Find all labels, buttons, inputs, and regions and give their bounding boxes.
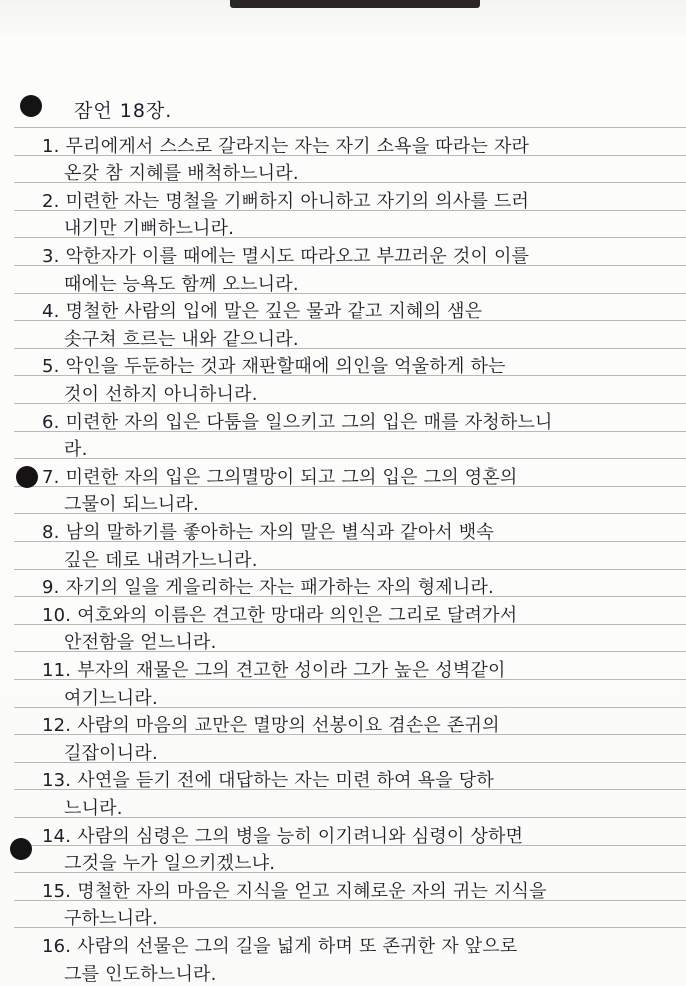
verse-first-line — [42, 877, 547, 903]
verse-text: 명철한 사람의 입에 말은 깊은 물과 같고 지혜의 샘은 — [65, 301, 483, 322]
verse-number: 14. — [42, 826, 72, 847]
verse-text: 악인을 두둔하는 것과 재판할때에 의인을 억울하게 하는 — [65, 356, 506, 377]
verse-first-line — [42, 187, 529, 213]
verse-first-line — [42, 711, 500, 737]
verse-continuation-line — [64, 904, 158, 930]
verse-number: 8. — [42, 522, 60, 543]
verse-number: 6. — [42, 412, 60, 433]
verse-number: 13. — [42, 770, 72, 791]
binder-hole-top — [20, 95, 42, 117]
verse-number: 5. — [42, 356, 60, 377]
verse-first-line — [42, 297, 482, 323]
verse-text: 미련한 자의 입은 다툼을 일으키고 그의 입은 매를 자청하느니 — [65, 412, 553, 433]
verse-first-line — [42, 132, 529, 158]
verse-continuation-line — [64, 628, 217, 654]
verse-text: 부자의 재물은 그의 견고한 성이라 그가 높은 성벽같이 — [77, 660, 506, 681]
verse-text: 것이 선하지 아니하니라. — [64, 384, 258, 405]
verse-text: 악한자가 이를 때에는 멸시도 따라오고 부끄러운 것이 이를 — [65, 246, 530, 267]
verse-number: 15. — [42, 881, 72, 902]
verse-number: 16. — [42, 936, 72, 957]
verse-text: 길잡이니라. — [64, 743, 158, 764]
verse-text: 자기의 일을 게을리하는 자는 패가하는 자의 형제니라. — [65, 577, 494, 598]
verse-text: 라. — [64, 439, 88, 460]
verse-continuation-line — [64, 380, 258, 406]
verse-first-line — [42, 932, 517, 958]
verse-text: 무리에게서 스스로 갈라지는 자는 자기 소욕을 따라는 자라 — [65, 136, 530, 157]
verse-first-line — [42, 242, 529, 268]
verse-continuation-line — [64, 490, 199, 516]
verse-text: 안전함을 얻느니라. — [64, 632, 217, 653]
verse-text: 그것을 누가 일으키겠느냐. — [64, 853, 276, 874]
verse-text: 여호와의 이름은 견고한 망대라 의인은 그리로 달려가서 — [77, 605, 518, 626]
verse-first-line — [42, 463, 517, 489]
verse-text: 명철한 자의 마음은 지식을 얻고 지혜로운 자의 귀는 지식을 — [77, 881, 547, 902]
verse-continuation-line — [64, 325, 299, 351]
verse-text: 내기만 기뻐하느니라. — [64, 218, 235, 239]
verse-continuation-line — [64, 214, 234, 240]
verse-text: 온갖 참 지혜를 배척하느니라. — [64, 163, 299, 184]
verse-first-line — [42, 408, 553, 434]
binding-strip — [230, 0, 480, 8]
verse-continuation-line — [64, 270, 299, 296]
verse-first-line — [42, 518, 494, 544]
verse-continuation-line — [64, 849, 275, 875]
verse-continuation-line — [64, 960, 217, 986]
rule-line — [14, 458, 686, 459]
verse-text: 깊은 데로 내려가느니라. — [64, 550, 258, 571]
binder-hole-bottom — [10, 838, 32, 860]
verse-text: 그를 인도하느니라. — [64, 964, 217, 985]
verse-text: 느니라. — [64, 798, 123, 819]
verse-text: 그물이 되느니라. — [64, 494, 199, 515]
verse-continuation-line — [64, 739, 158, 765]
verse-text: 구하느니라. — [64, 908, 158, 929]
verse-text: 미련한 자의 입은 그의멸망이 되고 그의 입은 그의 영혼의 — [65, 467, 518, 488]
verse-continuation-line — [64, 684, 158, 710]
verse-first-line — [42, 352, 506, 378]
verse-number: 3. — [42, 246, 60, 267]
page-title: 잠언 18장. — [74, 100, 173, 122]
verse-number: 7. — [42, 467, 60, 488]
verse-number: 10. — [42, 605, 72, 626]
verse-number: 9. — [42, 577, 60, 598]
verse-number: 4. — [42, 301, 60, 322]
verse-text: 여기느니라. — [64, 688, 158, 709]
verse-number: 12. — [42, 715, 72, 736]
verse-continuation-line — [64, 546, 258, 572]
verse-number: 2. — [42, 191, 60, 212]
verse-text: 사람의 마음의 교만은 멸망의 선봉이요 겸손은 존귀의 — [77, 715, 500, 736]
verse-first-line — [42, 822, 523, 848]
verse-first-line — [42, 573, 494, 599]
verse-number: 11. — [42, 660, 72, 681]
verse-continuation-line — [64, 159, 299, 185]
verse-text: 때에는 능욕도 함께 오느니라. — [64, 274, 299, 295]
verse-text: 사연을 듣기 전에 대답하는 자는 미련 하여 욕을 당하 — [77, 770, 494, 791]
binder-hole-middle — [16, 466, 38, 488]
verse-text: 사람의 심령은 그의 병을 능히 이기려니와 심령이 상하면 — [77, 826, 524, 847]
verse-first-line — [42, 656, 506, 682]
verse-first-line — [42, 601, 517, 627]
verse-text: 남의 말하기를 좋아하는 자의 말은 별식과 같아서 뱃속 — [65, 522, 494, 543]
verse-continuation-line — [64, 794, 123, 820]
rule-line — [14, 127, 686, 128]
verse-text: 솟구쳐 흐르는 내와 같으니라. — [64, 329, 299, 350]
verse-text: 사람의 선물은 그의 길을 넓게 하며 또 존귀한 자 앞으로 — [77, 936, 518, 957]
verse-number: 1. — [42, 136, 60, 157]
verse-first-line — [42, 766, 494, 792]
verse-text: 미련한 자는 명철을 기뻐하지 아니하고 자기의 의사를 드러 — [65, 191, 530, 212]
verse-continuation-line — [64, 435, 88, 461]
